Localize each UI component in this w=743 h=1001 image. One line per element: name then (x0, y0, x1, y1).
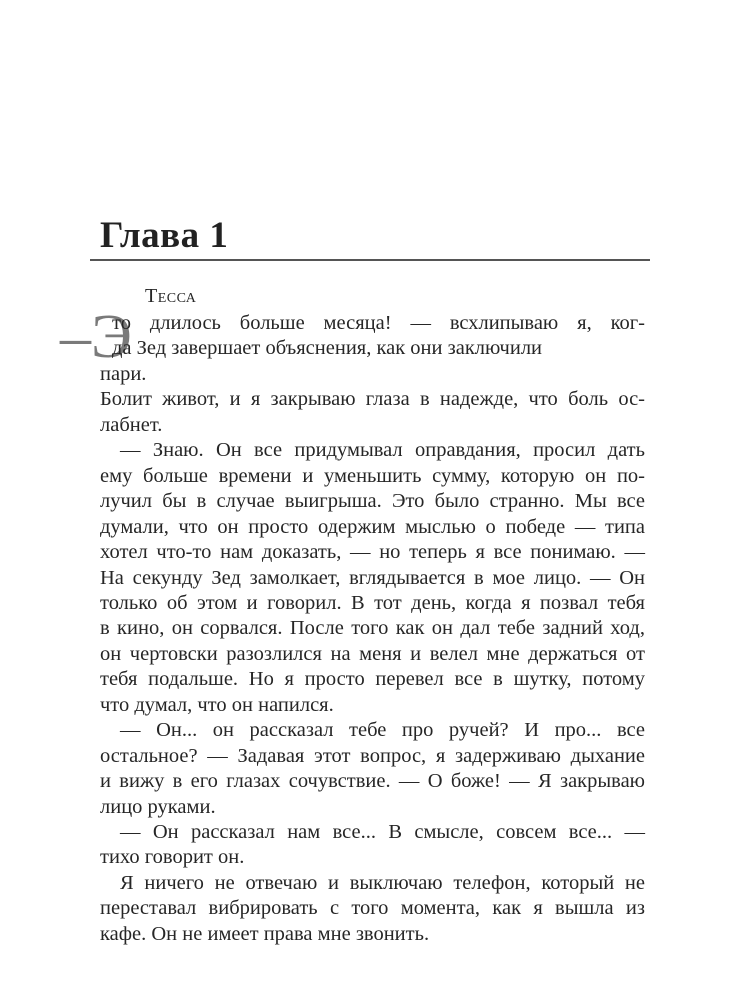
text-line: Я ничего не отвечаю и выключаю телефон, который не (120, 871, 645, 894)
text-line: то длилось больше месяца! — всхлипываю я, ког- (112, 312, 645, 334)
text-line: На секунду Зед замолкает, вглядывается в мое лицо. — Он (100, 566, 645, 589)
text-line: хотел что-то нам доказать, — но теперь я все понимаю. — (100, 541, 645, 564)
text-line: и вижу в его глазах сочувствие. — О боже! — Я закрываю (100, 770, 645, 793)
text-line: — Он... он рассказал тебе про ручей? И про... все (120, 719, 645, 742)
text-line: лицо руками. (100, 795, 216, 818)
text-line: Болит живот, и я закрываю глаза в надежде, что боль ос- (100, 388, 645, 411)
text-line: в кино, он сорвался. После того как он дал тебе задний ход, (100, 617, 645, 640)
text-line: лучил бы в случае выигрыша. Это было странно. Мы все (100, 490, 645, 513)
text-line: — Знаю. Он все придумывал оправдания, просил дать (120, 439, 645, 462)
text-line: да Зед завершает объяснения, как они заключили (112, 337, 543, 360)
text-line: думали, что он просто одержим мыслью о победе — типа (100, 515, 645, 538)
chapter-divider (90, 259, 650, 261)
text-line: только об этом и говорил. В тот день, когда я позвал тебя (100, 591, 645, 614)
text-line: ему больше времени и уменьшить сумму, которую он по- (100, 464, 645, 487)
text-line: — Он рассказал нам все... В смысле, совсем все... — (120, 821, 645, 843)
text-line: пари. (100, 362, 147, 385)
text-line: переставал вибрировать с того момента, как я вышла из (100, 897, 645, 920)
text-line: что думал, что он напился. (100, 693, 334, 716)
drop-cap: –Э (60, 303, 132, 371)
text-line: лабнет. (100, 413, 163, 436)
text-line: остальное? — Задавая этот вопрос, я задерживаю дыхание (100, 744, 645, 767)
character-name: Тесса (145, 285, 197, 307)
chapter-title: Глава 1 (100, 215, 229, 256)
text-line: он чертовски разозлился на меня и велел мне держаться от (100, 642, 645, 665)
text-line: кафе. Он не имеет права мне звонить. (100, 922, 430, 945)
text-line: тебя подальше. Но я просто перевел все в шутку, потому (100, 668, 645, 691)
text-line: тихо говорит он. (100, 846, 245, 869)
